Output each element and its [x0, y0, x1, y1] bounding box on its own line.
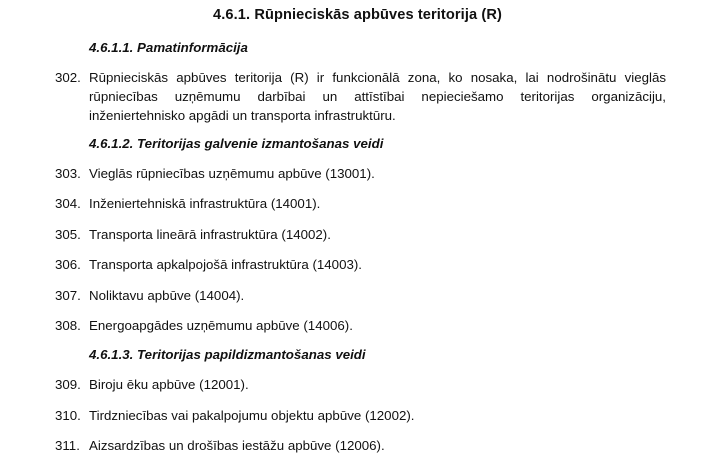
list-item-309 — [55, 375, 666, 394]
list-item-302 — [55, 68, 666, 125]
list-item-307 — [55, 286, 666, 305]
item-number: 304. — [55, 196, 81, 211]
item-text: Energoapgādes uzņēmumu apbūve (14006). — [89, 318, 353, 333]
item-text: Tirdzniecības vai pakalpojumu objektu apbūve (12002). — [89, 408, 415, 423]
item-text: Inženiertehniskā infrastruktūra (14001). — [89, 196, 321, 211]
item-number: 302. — [55, 70, 81, 85]
list-item-310 — [55, 406, 666, 425]
list-item-303 — [55, 164, 666, 183]
item-number: 306. — [55, 257, 81, 272]
item-text: Transporta lineārā infrastruktūra (14002). — [89, 227, 331, 242]
item-number: 305. — [55, 227, 81, 242]
list-item-311 — [55, 436, 666, 455]
subsection-heading-basic-info: 4.6.1.1. Pamatinformācija — [89, 40, 248, 55]
subsection-heading-main-uses: 4.6.1.2. Teritorijas galvenie izmantošanas veidi — [89, 136, 384, 151]
item-number: 309. — [55, 377, 81, 392]
item-number: 311. — [55, 438, 80, 453]
list-item-304 — [55, 194, 666, 213]
item-text: Noliktavu apbūve (14004). — [89, 288, 245, 303]
list-item-306 — [55, 255, 666, 274]
item-number: 303. — [55, 166, 81, 181]
list-item-305 — [55, 225, 666, 244]
item-text: Vieglās rūpniecības uzņēmumu apbūve (13001). — [89, 166, 375, 181]
subsection-heading-additional-uses: 4.6.1.3. Teritorijas papildizmantošanas veidi — [89, 347, 366, 362]
item-text: Biroju ēku apbūve (12001). — [89, 377, 249, 392]
section-title: 4.6.1. Rūpnieciskās apbūves teritorija (R) — [213, 7, 502, 23]
item-text: Aizsardzības un drošības iestāžu apbūve (12006). — [89, 438, 385, 453]
item-number: 307. — [55, 288, 81, 303]
item-text: Rūpnieciskās apbūves teritorija (R) ir funkcionālā zona, ko nosaka, lai nodrošinātu vieglās rūpniecības uzņēmumu darbībai un attīstībai nepieciešamo teritorijas organizāciju, inženiertehnisko apgādi un transporta infrastruktūru. — [89, 70, 666, 123]
item-number: 308. — [55, 318, 81, 333]
list-item-308 — [55, 316, 666, 335]
item-text: Transporta apkalpojošā infrastruktūra (14003). — [89, 257, 362, 272]
item-number: 310. — [55, 408, 81, 423]
